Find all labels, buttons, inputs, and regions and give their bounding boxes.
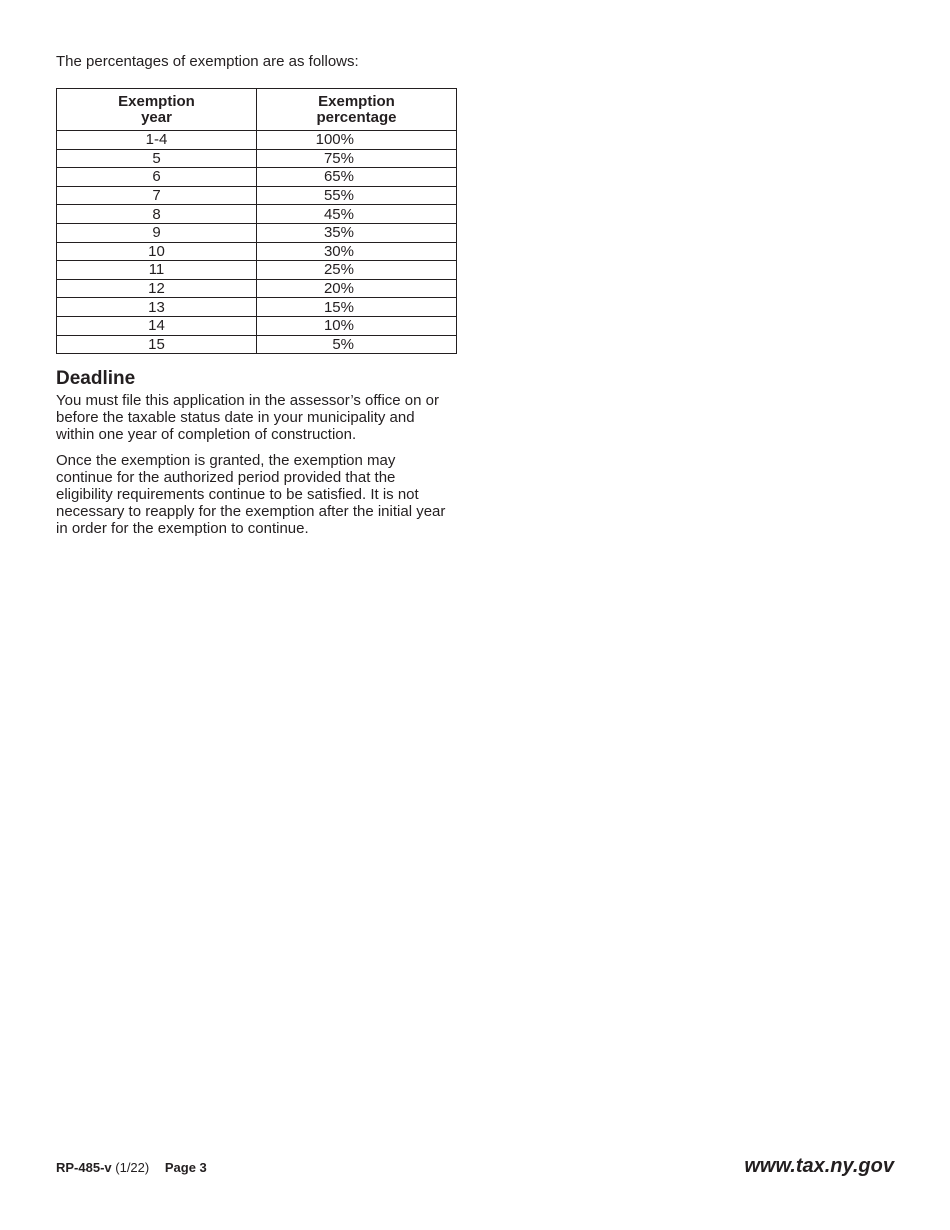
deadline-heading: Deadline (56, 368, 136, 389)
table-row (57, 242, 457, 261)
header-line: year (141, 108, 172, 126)
year-cell: 9 (57, 223, 257, 242)
table-row (57, 186, 457, 205)
year-cell: 5 (57, 149, 257, 168)
header-exemption-year (57, 89, 257, 131)
page-number: Page 3 (164, 1160, 207, 1175)
table-row (57, 223, 457, 242)
table-header (57, 89, 457, 131)
year-cell: 7 (57, 186, 257, 205)
percentage-cell: 30% (257, 242, 457, 261)
form-revision: (1/22) (115, 1160, 150, 1175)
deadline-section (56, 368, 456, 546)
year-cell: 10 (57, 242, 257, 261)
year-cell: 13 (57, 298, 257, 317)
table-row (57, 335, 457, 354)
table-row (57, 205, 457, 224)
year-cell: 15 (57, 335, 257, 354)
table-row (57, 279, 457, 298)
percentage-cell: 25% (257, 261, 457, 280)
percentage-cell: 5% (257, 335, 457, 354)
percentage-cell: 75% (257, 149, 457, 168)
exemption-percentage-table (56, 88, 457, 354)
table-row (57, 316, 457, 335)
website-url: www.tax.ny.gov (744, 1155, 894, 1177)
percentage-cell: 35% (257, 223, 457, 242)
year-cell: 14 (57, 316, 257, 335)
table-body (57, 131, 457, 354)
percentage-cell: 65% (257, 168, 457, 187)
deadline-paragraph-filing: You must file this application in the assessor’s office on or before the taxable status date in your municipality and within one year of completion of construction. (56, 392, 439, 443)
percentage-cell: 20% (257, 279, 457, 298)
percentage-cell: 45% (257, 205, 457, 224)
intro-text: The percentages of exemption are as follows: (56, 53, 359, 70)
table-row (57, 149, 457, 168)
year-cell: 8 (57, 205, 257, 224)
percentage-cell: 15% (257, 298, 457, 317)
year-cell: 6 (57, 168, 257, 187)
header-line: Exemption (118, 92, 195, 110)
year-cell: 12 (57, 279, 257, 298)
header-exemption-percentage (257, 89, 457, 131)
percentage-cell: 55% (257, 186, 457, 205)
table-row (57, 261, 457, 280)
percentage-cell: 100% (257, 131, 457, 150)
header-line: Exemption (318, 92, 395, 110)
form-id: RP-485-v (56, 1160, 112, 1175)
year-cell: 11 (57, 261, 257, 280)
form-footer (56, 1160, 207, 1176)
table-row (57, 131, 457, 150)
deadline-paragraph-continuation: Once the exemption is granted, the exemption may continue for the authorized period provided that the eligibility requirements continue to be satisfied. It is not necessary to reapply for the exemption after the initial year in order for the exemption to continue. (56, 452, 446, 537)
table-row (57, 168, 457, 187)
year-cell: 1-4 (57, 131, 257, 150)
percentage-cell: 10% (257, 316, 457, 335)
header-line: percentage (316, 108, 397, 126)
table-row (57, 298, 457, 317)
